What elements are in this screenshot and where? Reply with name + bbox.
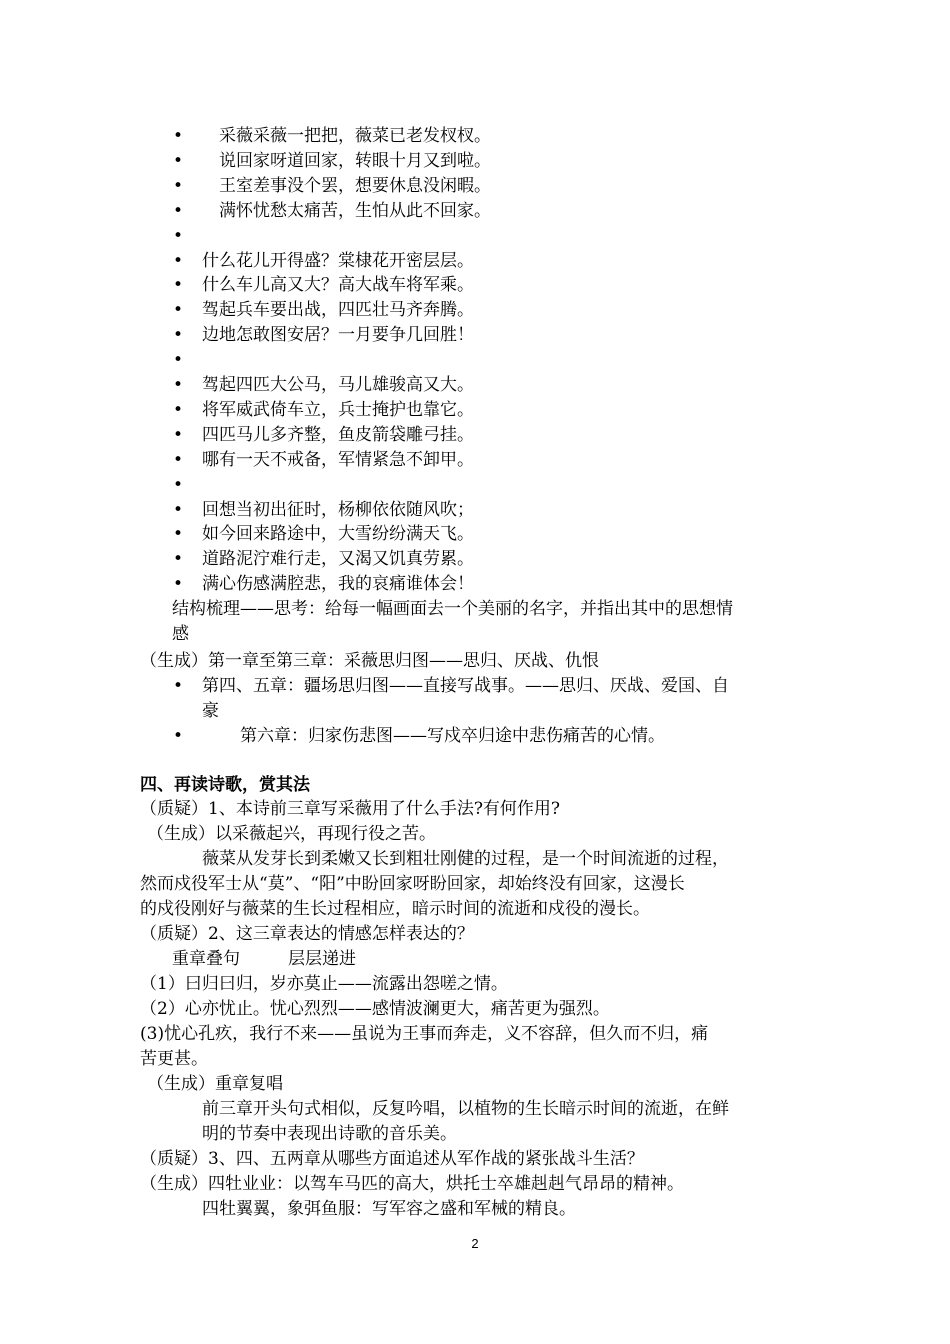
structure-bullet-line1: 第四、五章：疆场思归图——直接写战事。——思归、厌战、爱国、自 (202, 676, 729, 696)
structure-prompt-line1: 结构梳理——思考：给每一幅画面去一个美丽的名字，并指出其中的思想情 (172, 599, 733, 619)
bullet-icon: • (172, 574, 184, 595)
poem-line-text: 满怀忧愁太痛苦，生怕从此不回家。 (202, 200, 491, 221)
bullet-icon: • (172, 375, 184, 395)
poem-line-text: 回想当初出征时，杨柳依依随风吹； (202, 499, 474, 520)
answer-1: （生成）以采薇起兴，再现行役之苦。 (147, 824, 436, 844)
paragraph-1-line1: 薇菜从发芽长到柔嫩又长到粗壮刚健的过程，是一个时间流逝的过程， (202, 849, 729, 869)
structure-bullet-line2: 豪 (202, 701, 219, 721)
bullet-icon: • (172, 549, 184, 570)
bullet-icon: • (172, 399, 184, 420)
question-2: （质疑）2、这三章表达的情感怎样表达的？ (140, 924, 474, 944)
page-number: 2 (471, 1236, 479, 1251)
structure-bullet-text: 第六章：归家伤悲图——写戍卒归途中悲伤痛苦的心情。 (240, 726, 665, 746)
bullet-icon: • (172, 225, 184, 246)
technique-tag-1: 重章叠句 (172, 949, 240, 969)
poem-line-text: 哪有一天不戒备，军情紧急不卸甲。 (202, 449, 474, 470)
poem-line-text: 驾起兵车要出战，四匹壮马齐奔腾。 (202, 300, 474, 321)
paragraph-1-line2: 然而戍役军士从“莫”、“阳”中盼回家呀盼回家，却始终没有回家，这漫长 (140, 874, 685, 894)
bullet-icon: • (172, 350, 184, 371)
paragraph-2-line2: 明的节奏中表现出诗歌的音乐美。 (202, 1124, 457, 1144)
answer-2: （生成）重章复唱 (147, 1074, 283, 1094)
bullet-icon: • (172, 175, 184, 196)
note-3-line1: (3)忧心孔疚，我行不来——虽说为王事而奔走，义不容辞，但久而不归，痛 (140, 1024, 709, 1044)
answer-3: （生成）四牡业业：以驾车马匹的高大，烘托士卒雄赳赳气昂昂的精神。 (140, 1174, 684, 1194)
question-1: （质疑）1、本诗前三章写采薇用了什么手法?有何作用? (140, 799, 561, 819)
note-1: （1）曰归曰归，岁亦莫止——流露出怨嗟之情。 (140, 974, 508, 994)
bullet-icon: • (172, 200, 184, 221)
section-heading: 四、再读诗歌，赏其法 (140, 775, 310, 795)
bullet-icon: • (172, 300, 184, 321)
poem-line-text: 驾起四匹大公马，马儿雄骏高又大。 (202, 375, 474, 395)
poem-line-text: 满心伤感满腔悲，我的哀痛谁体会！ (202, 574, 474, 595)
poem-line-text: 边地怎敢图安居？一月要争几回胜！ (202, 325, 474, 346)
poem-line-text: 什么花儿开得盛？棠棣花开密层层。 (202, 250, 474, 271)
note-3-line2: 苦更甚。 (140, 1049, 208, 1069)
paragraph-3: 四牡翼翼，象弭鱼服：写军容之盛和军械的精良。 (202, 1199, 576, 1219)
bullet-icon: • (172, 150, 184, 171)
bullet-icon: • (172, 499, 184, 520)
poem-line-text: 四匹马儿多齐整，鱼皮箭袋雕弓挂。 (202, 424, 474, 445)
bullet-icon: • (172, 126, 184, 146)
bullet-icon: • (172, 676, 184, 696)
bullet-icon: • (172, 325, 184, 346)
bullet-icon: • (172, 424, 184, 445)
bullet-icon: • (172, 474, 184, 495)
paragraph-2-line1: 前三章开头句式相似，反复吟唱，以植物的生长暗示时间的流逝，在鲜 (202, 1099, 729, 1119)
poem-line-text: 什么车儿高又大？高大战车将军乘。 (202, 275, 474, 296)
structure-prompt-line2: 感 (172, 624, 189, 644)
note-2: （2）心亦忧止。忧心烈烈——感情波澜更大，痛苦更为强烈。 (140, 999, 610, 1019)
bullet-icon: • (172, 726, 184, 746)
paragraph-1-line3: 的戍役刚好与薇菜的生长过程相应，暗示时间的流逝和戍役的漫长。 (140, 899, 650, 919)
poem-line-text: 王室差事没个罢，想要休息没闲暇。 (202, 175, 491, 196)
bullet-icon: • (172, 524, 184, 545)
question-3: （质疑）3、四、五两章从哪些方面追述从军作战的紧张战斗生活？ (140, 1149, 644, 1169)
poem-line-text: 道路泥泞难行走，又渴又饥真劳累。 (202, 549, 474, 570)
bullet-icon: • (172, 250, 184, 271)
structure-generated-line: （生成）第一章至第三章：采薇思归图——思归、厌战、仇恨 (140, 651, 599, 671)
technique-tag-2: 层层递进 (288, 949, 356, 969)
poem-line-text: 说回家呀道回家，转眼十月又到啦。 (202, 150, 491, 171)
poem-line-text: 将军威武倚车立，兵士掩护也靠它。 (202, 399, 474, 420)
bullet-icon: • (172, 275, 184, 296)
poem-line-text: 采薇采薇一把把，薇菜已老发杈杈。 (202, 126, 491, 146)
poem-line-text: 如今回来路途中，大雪纷纷满天飞。 (202, 524, 474, 545)
bullet-icon: • (172, 449, 184, 470)
